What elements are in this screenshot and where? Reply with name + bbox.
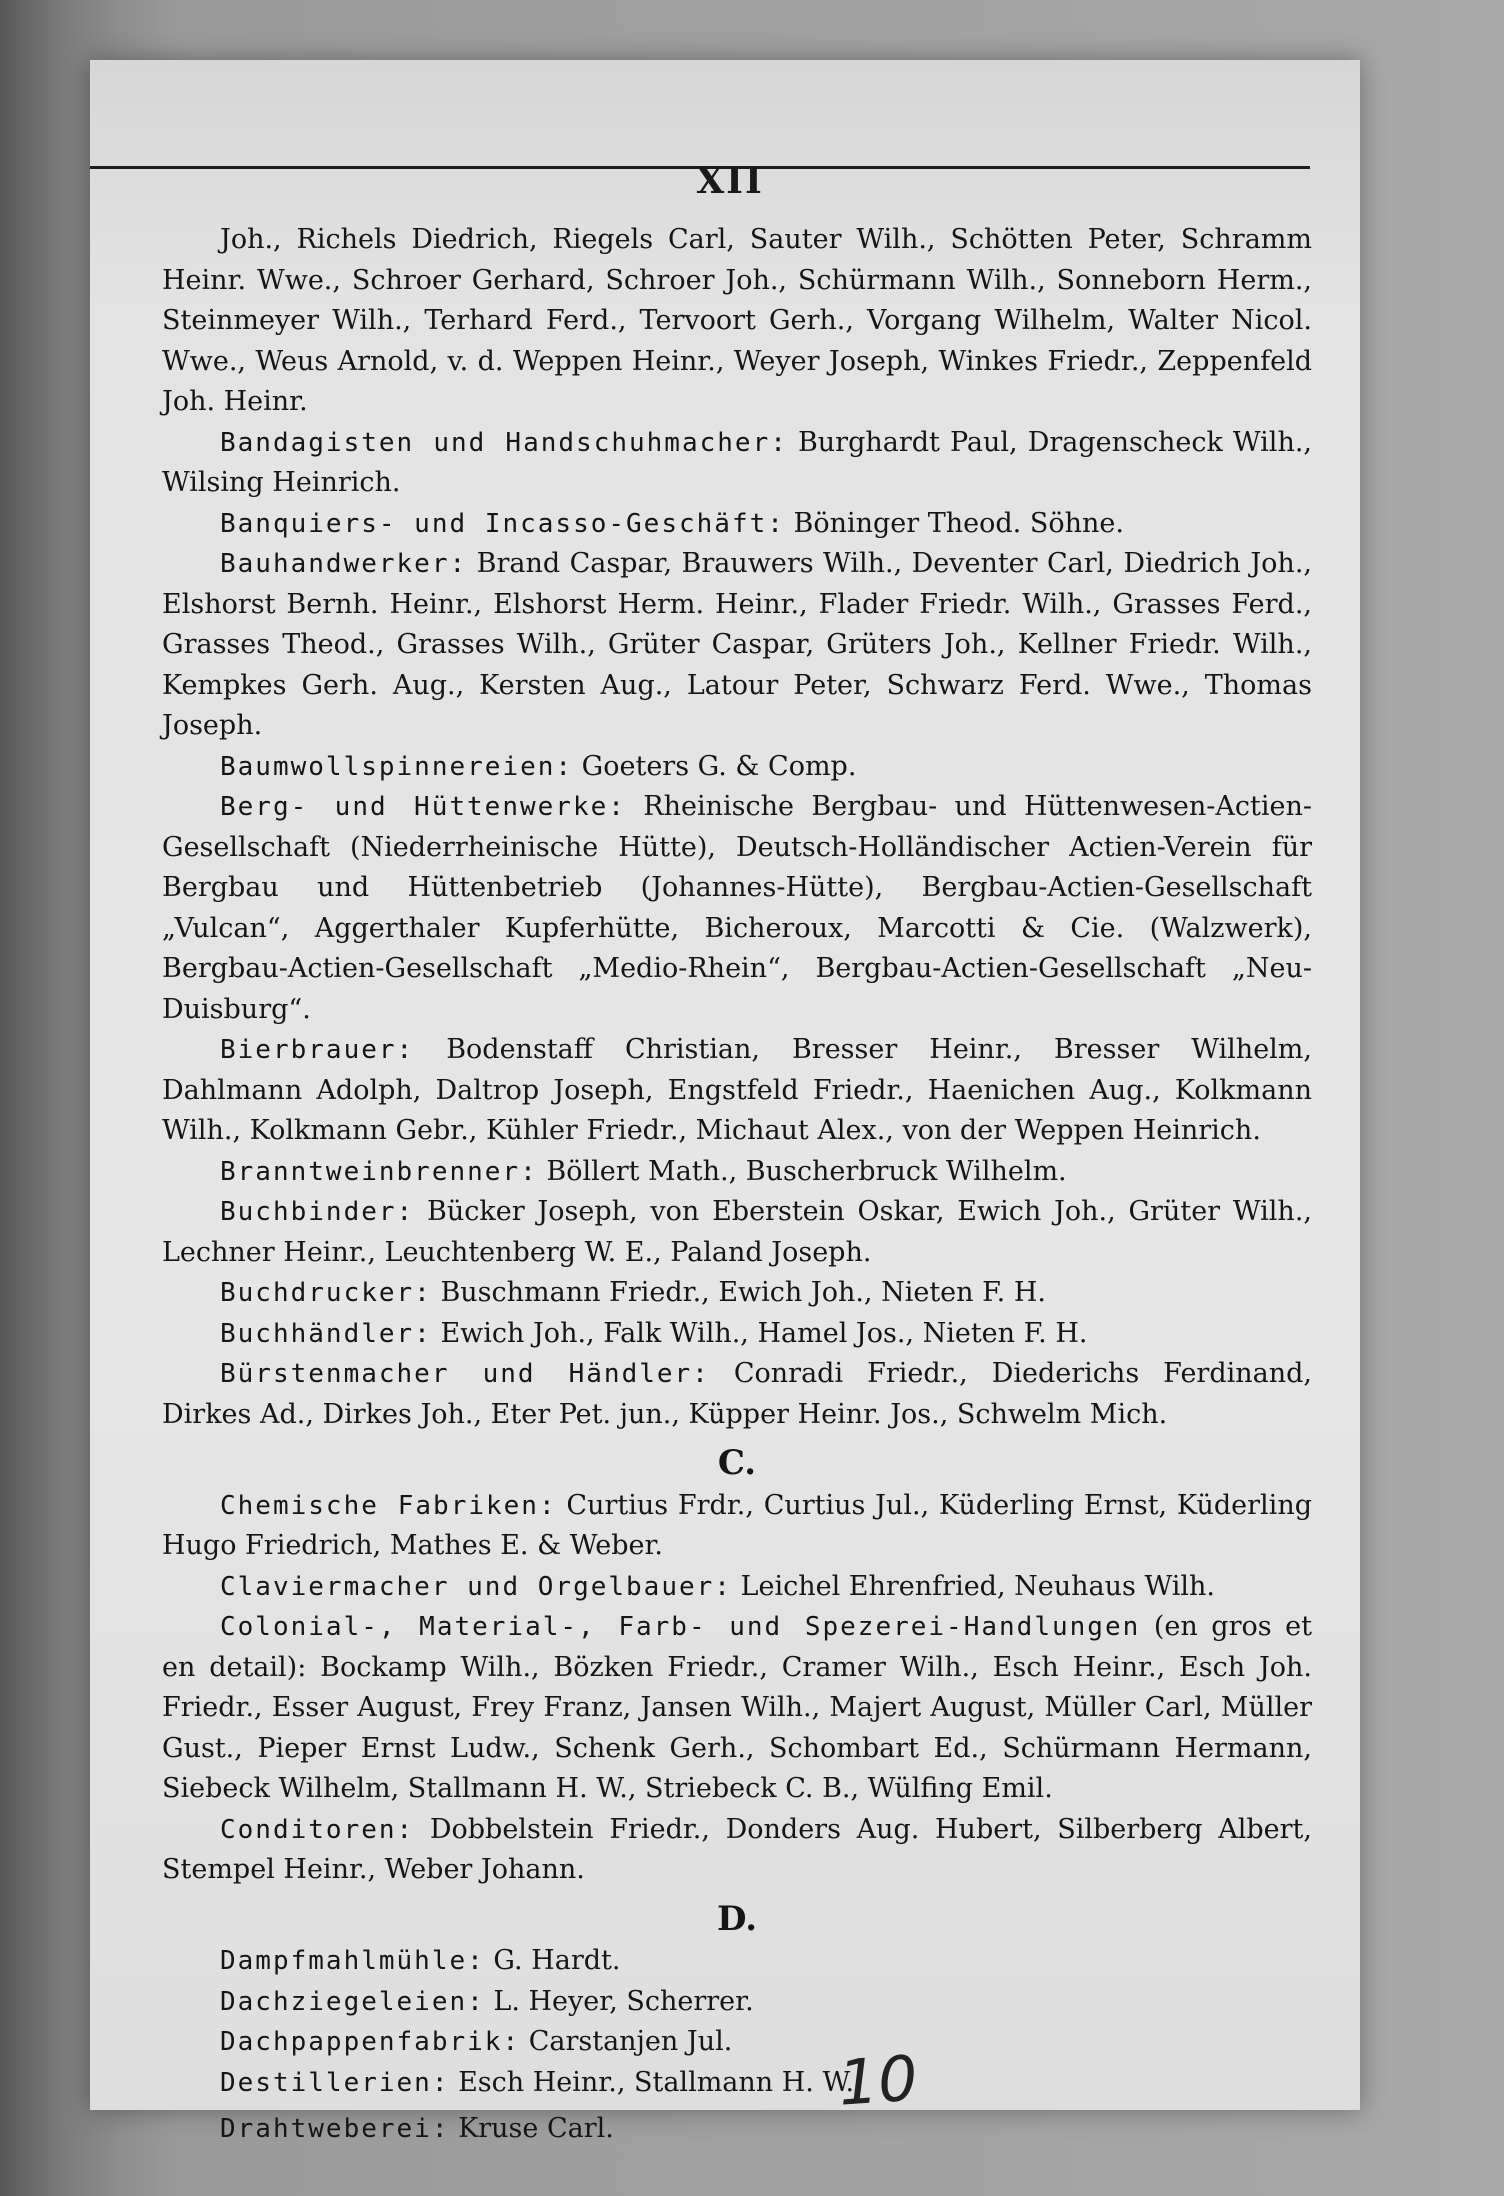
entry-names: G. Hardt. <box>493 1945 621 1976</box>
entry <box>162 2109 1312 2150</box>
entry <box>162 1810 1312 1891</box>
entry-heading: Baumwollspinnereien: <box>220 751 574 782</box>
entry-heading: Branntweinbrenner: <box>220 1156 538 1187</box>
entry-names: Rheinische Bergbau- und Hüttenwesen-Actien-Gesellschaft (Niederrheinische Hütte), Deutsch-Holländischer Actien-Verein für Bergbau und Hüttenbetrieb (Johannes-Hütte), Bergbau-Actien-Gesellschaft „Vulcan“, Aggerthaler Kupferhütte, Bicheroux, Marcotti & Cie. (Walzwerk), Bergbau-Actien-Gesellschaft „Medio-Rhein“, Bergbau-Actien-Gesellschaft „Neu-Duisburg“. <box>162 791 1313 1025</box>
entry-names: Carstanjen Jul. <box>528 2026 733 2057</box>
entry-heading: Drahtweberei: <box>220 2114 450 2144</box>
entry-names: Esch Heinr., Stallmann H. W. <box>458 2066 855 2098</box>
entry <box>162 1314 1312 1355</box>
entry <box>162 1567 1312 1608</box>
entry-names: Buschmann Friedr., Ewich Joh., Nieten F. H. <box>440 1277 1046 1308</box>
entry <box>162 544 1312 747</box>
entry <box>162 220 1312 423</box>
entry <box>162 1030 1312 1152</box>
entry-names: Ewich Joh., Falk Wilh., Hamel Jos., Nieten F. H. <box>440 1317 1088 1349</box>
section-letter: D. <box>716 1898 758 1939</box>
entry-names: Burghardt Paul, Dragenscheck Wilh., Wilsing Heinrich. <box>162 426 1312 498</box>
entry-heading: Dachpappenfabrik: <box>220 2027 521 2057</box>
entry-names: Bücker Joseph, von Eberstein Oskar, Ewich Joh., Grüter Wilh., Lechner Heinr., Leuchtenberg W. E., Paland Joseph. <box>162 1196 1312 1268</box>
page-number: XII <box>696 160 764 202</box>
entry-heading: Conditoren: <box>220 1814 415 1845</box>
entry <box>162 747 1312 788</box>
entry <box>162 1607 1312 1810</box>
handwritten-page-number: 10 <box>836 2041 920 2120</box>
entry-names: Böllert Math., Buscherbruck Wilhelm. <box>546 1155 1067 1187</box>
directory-text <box>162 220 1312 2150</box>
entry-heading: Berg- und Hüttenwerke: <box>220 792 626 822</box>
entry-heading: Bauhandwerker: <box>220 549 468 579</box>
entry-heading: Buchbinder: <box>220 1197 415 1227</box>
entry <box>162 1486 1312 1567</box>
entry-names: Bodenstaff Christian, Bresser Heinr., Bresser Wilhelm, Dahlmann Adolph, Daltrop Joseph, Engstfeld Friedr., Haenichen Aug., Kolkmann Wilh., Kolkmann Gebr., Kühler Friedr., Michaut Alex., von der Weppen Heinrich. <box>162 1034 1312 1146</box>
entry <box>162 1982 1312 2023</box>
entry-names: Kruse Carl. <box>458 2113 614 2144</box>
entry-heading: Dachziegeleien: <box>220 1986 485 2017</box>
entry-names: Leichel Ehrenfried, Neuhaus Wilh. <box>740 1570 1215 1602</box>
entry-names: L. Heyer, Scherrer. <box>493 1985 754 2017</box>
entry-names: (en gros et en detail): Bockamp Wilh., Bözken Friedr., Cramer Wilh., Esch Heinr., Esch Joh. Friedr., Esser August, Frey Franz, Jansen Wilh., Majert August, Müller Carl, Müller Gust., Pieper Ernst Ludw., Schenk Gerh., Schombart Ed., Schürmann Hermann, Siebeck Wilhelm, Stallmann H. W., Striebeck C. B., Wülfing Emil. <box>162 1611 1312 1804</box>
entry <box>162 1152 1312 1193</box>
entry-heading: Bierbrauer: <box>220 1035 415 1065</box>
entry-heading: Buchdrucker: <box>220 1278 432 1308</box>
entry-names: Joh., Richels Diedrich, Riegels Carl, Sauter Wilh., Schötten Peter, Schramm Heinr. Wwe., Schroer Gerhard, Schroer Joh., Schürmann Wilh., Sonneborn Herm., Steinmeyer Wilh., Terhard Ferd., Tervoort Gerh., Vorgang Wilhelm, Walter Nicol. Wwe., Weus Arnold, v. d. Weppen Heinr., Weyer Joseph, Winkes Friedr., Zeppenfeld Joh. Heinr. <box>162 224 1312 417</box>
entry-names: Goeters G. & Comp. <box>581 750 857 782</box>
entry-heading: Banquiers- und Incasso-Geschäft: <box>220 508 785 539</box>
entry <box>162 423 1312 504</box>
entry-heading: Destillerien: <box>220 2067 450 2098</box>
entry <box>162 2022 1312 2063</box>
entry-names: Böninger Theod. Söhne. <box>793 507 1124 539</box>
entry-names: Conradi Friedr., Diederichs Ferdinand, Dirkes Ad., Dirkes Joh., Eter Pet. jun., Küpper Heinr. Jos., Schwelm Mich. <box>162 1358 1312 1430</box>
entry-heading: Bandagisten und Handschuhmacher: <box>220 427 788 458</box>
entry <box>162 1354 1312 1435</box>
entry-names: Brand Caspar, Brauwers Wilh., Deventer Carl, Diedrich Joh., Elshorst Bernh. Heinr., Elshorst Herm. Heinr., Flader Friedr. Wilh., Grasses Ferd., Grasses Theod., Grasses Wilh., Grüter Caspar, Grüters Joh., Kellner Friedr. Wilh., Kempkes Gerh. Aug., Kersten Aug., Latour Peter, Schwarz Ferd. Wwe., Thomas Joseph. <box>162 548 1312 741</box>
entry-names: Curtius Frdr., Curtius Jul., Küderling Ernst, Küderling Hugo Friedrich, Mathes E. & Weber. <box>162 1489 1312 1561</box>
entry-heading: Claviermacher und Orgelbauer: <box>220 1571 732 1602</box>
entry <box>162 787 1312 1030</box>
entry <box>162 1192 1312 1273</box>
entry <box>162 1273 1312 1314</box>
entry-heading: Bürstenmacher und Händler: <box>220 1359 710 1389</box>
entry-names: Dobbelstein Friedr., Donders Aug. Hubert, Silberberg Albert, Stempel Heinr., Weber Johann. <box>162 1813 1312 1885</box>
entry-heading: Chemische Fabriken: <box>220 1490 557 1521</box>
entry-heading: Dampfmahlmühle: <box>220 1946 485 1976</box>
entry <box>162 1941 1312 1982</box>
document-page <box>90 60 1360 2144</box>
entry <box>162 504 1312 545</box>
entry-heading: Buchhändler: <box>220 1318 432 1349</box>
entry <box>162 2063 1312 2104</box>
entry-heading: Colonial-, Material-, Farb- und Spezerei-Handlungen <box>220 1612 1141 1642</box>
section-letter: C. <box>717 1443 757 1483</box>
